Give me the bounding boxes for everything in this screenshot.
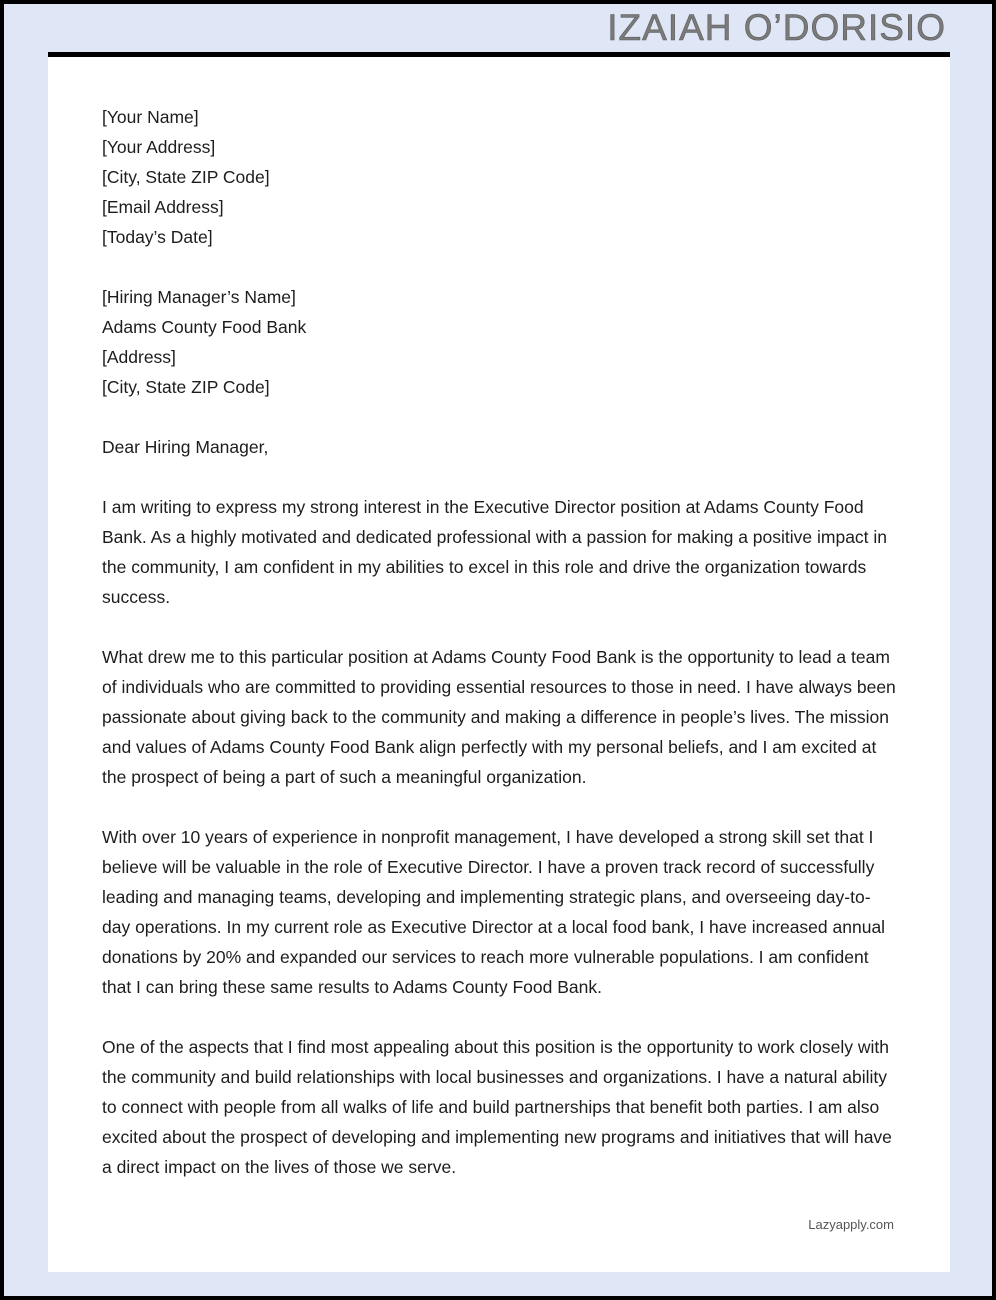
recipient-line: [Hiring Manager’s Name] <box>102 287 296 307</box>
watermark: Lazyapply.com <box>808 1217 894 1232</box>
recipient-address-block <box>102 282 896 402</box>
sender-line: [Today’s Date] <box>102 227 213 247</box>
letter-paragraph: I am writing to express my strong interest in the Executive Director position at Adams County Food Bank. As a highly motivated and dedicated professional with a passion for making a positive impact in the community, I am confident in my abilities to excel in this role and drive the organization towards success. <box>102 497 888 607</box>
letter-sheet <box>48 57 950 1272</box>
recipient-line: [City, State ZIP Code] <box>102 377 270 397</box>
salutation: Dear Hiring Manager, <box>102 437 269 457</box>
candidate-name-title: IZAIAH O’DORISIO <box>607 7 946 48</box>
recipient-line: [Address] <box>102 347 176 367</box>
sender-line: [City, State ZIP Code] <box>102 167 270 187</box>
sender-line: [Your Address] <box>102 137 216 157</box>
letter-paragraph: With over 10 years of experience in nonprofit management, I have developed a strong skill set that I believe will be valuable in the role of Executive Director. I have a proven track record of successfully leading and managing teams, developing and implementing strategic plans, and overseeing day-to-day operations. In my current role as Executive Director at a local food bank, I have increased annual donations by 20% and expanded our services to reach more vulnerable populations. I am confident that I can bring these same results to Adams County Food Bank. <box>102 827 886 997</box>
document-header <box>4 4 992 52</box>
letter-paragraph: What drew me to this particular position at Adams County Food Bank is the opportunity to lead a team of individuals who are committed to providing essential resources to those in need. I have always been passionate about giving back to the community and making a difference in people’s lives. The mission and values of Adams County Food Bank align perfectly with my personal beliefs, and I am excited at the prospect of being a part of such a meaningful organization. <box>102 647 896 787</box>
letter-paragraph: One of the aspects that I find most appealing about this position is the opportunity to work closely with the community and build relationships with local businesses and organizations. I have a natural ability to connect with people from all walks of life and build partnerships that benefit both parties. I am also excited about the prospect of developing and implementing new programs and initiatives that will have a direct impact on the lives of those we serve. <box>102 1037 892 1177</box>
sender-line: [Your Name] <box>102 107 199 127</box>
sender-line: [Email Address] <box>102 197 224 217</box>
sender-address-block <box>102 102 896 252</box>
recipient-line: Adams County Food Bank <box>102 317 307 337</box>
cover-letter-body <box>48 57 950 1182</box>
